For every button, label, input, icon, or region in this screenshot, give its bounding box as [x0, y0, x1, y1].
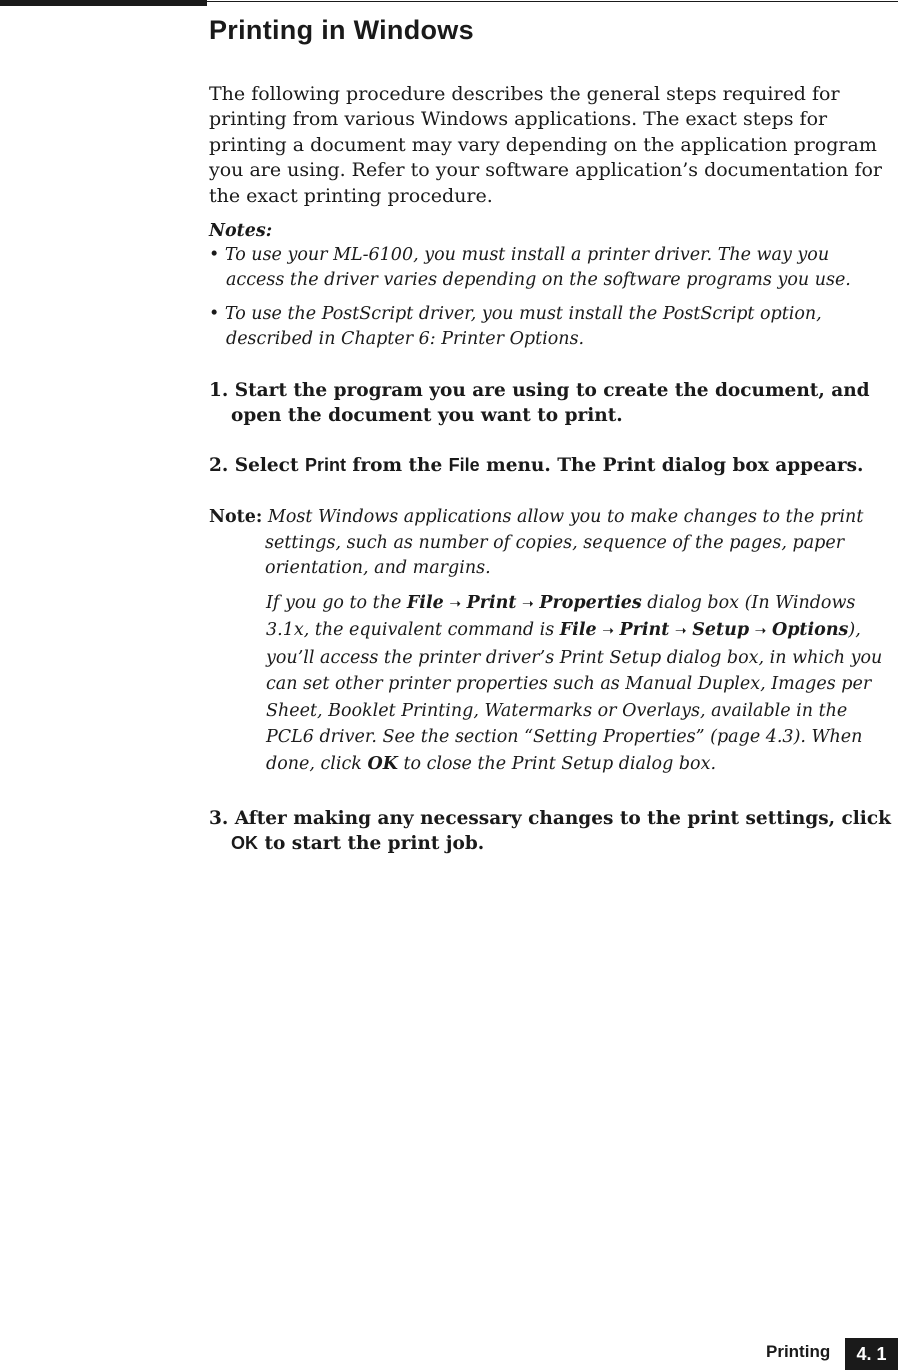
note-text: Most Windows applications allow you to make changes to the print settings, such as number of copies, sequence of the pages, paper orientation, and margins.: [262, 507, 864, 579]
properties-text-1: If you go to the: [266, 592, 407, 613]
step-2-suffix: menu. The Print dialog box appears.: [479, 455, 864, 477]
properties-text-2: dialog box (In Windows 3.1x, the equivalent command is: [266, 592, 856, 641]
print-command: Print: [304, 455, 346, 476]
properties-text-4: to close the Print Setup dialog box.: [397, 753, 717, 774]
step-2-prefix: 2. Select: [209, 455, 305, 477]
step-2-mid: from the: [345, 455, 449, 477]
header-thick-rule: [0, 0, 207, 6]
properties-command-ref: Properties: [539, 592, 642, 613]
step-1: 1. Start the program you are using to create the document, and open the document you want to print.: [209, 380, 870, 427]
page-title: Printing in Windows: [209, 15, 474, 45]
print-command-ref: Print: [619, 620, 670, 641]
intro-paragraph: The following procedure describes the general steps required for printing from various Windows applications. The exact steps for printing a document may vary depending on the application program you are using. Refer to your software application’s documentation for the exact printing procedure.: [209, 83, 883, 207]
arrow-icon: ➝: [449, 595, 462, 612]
ok-button-ref: OK: [367, 753, 398, 774]
file-menu: File: [448, 455, 480, 476]
arrow-icon: ➝: [754, 623, 767, 640]
print-command-ref: Print: [466, 592, 517, 613]
note-bullet-postscript: • To use the PostScript driver, you must install the PostScript option, described in Chapter 6: Printer Options.: [209, 304, 822, 350]
properties-text-3: ), you’ll access the printer driver’s Print Setup dialog box, in which you can set other printer properties such as Manual Duplex, Images per Sheet, Booklet Printing, Watermarks or Overlays, available in the PCL6 driver. See the section “Setting Properties” (page 4.3). When done, click: [266, 620, 883, 774]
step-3-prefix: 3. After making any necessary changes to the print settings, click: [209, 808, 891, 830]
setup-command-ref: Setup: [692, 620, 750, 641]
footer-page-number: 4. 1: [845, 1338, 898, 1370]
notes-title: Notes:: [209, 221, 273, 242]
header-thin-rule: [207, 1, 898, 2]
arrow-icon: ➝: [602, 623, 614, 640]
page-content: [209, 12, 893, 856]
note-bullet-driver: • To use your ML-6100, you must install a printer driver. The way you access the driver varies depending on the software programs you use.: [209, 245, 851, 291]
note-paragraph: [209, 505, 893, 582]
options-command-ref: Options: [771, 620, 849, 641]
arrow-icon: ➝: [674, 623, 687, 640]
step-2: [209, 453, 893, 478]
file-menu-ref: File: [559, 620, 597, 641]
footer-section-label: Printing: [766, 1342, 831, 1361]
note-label: Note:: [209, 507, 263, 528]
step-3: [209, 806, 893, 856]
ok-button-ref: OK: [231, 833, 258, 854]
file-menu-ref: File: [406, 592, 444, 613]
step-3-suffix: to start the print job.: [258, 833, 485, 855]
arrow-icon: ➝: [522, 595, 534, 612]
properties-paragraph: [266, 590, 893, 778]
